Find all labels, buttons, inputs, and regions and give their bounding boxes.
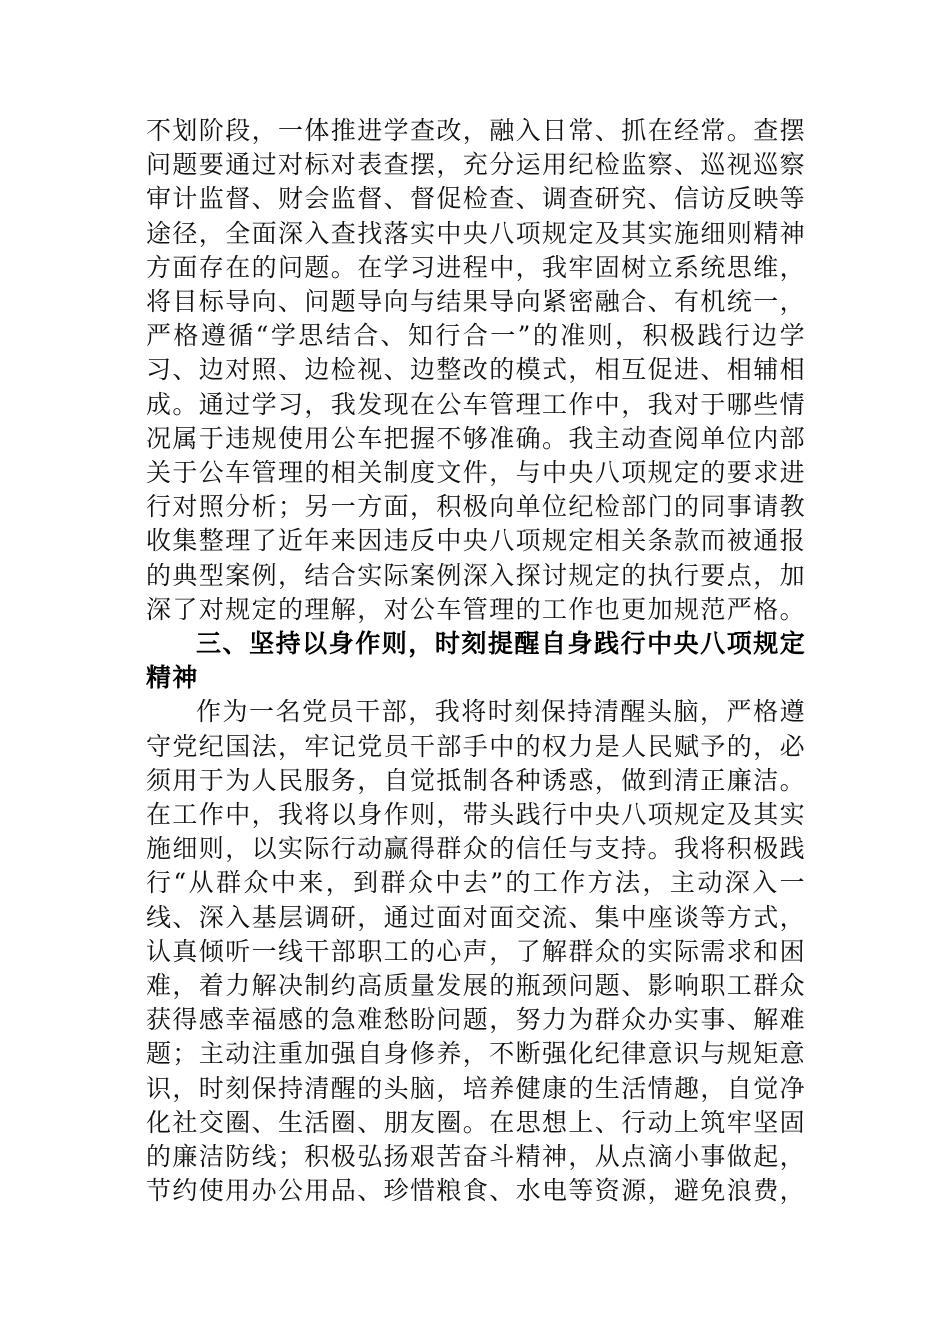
body-paragraph: 作为一名党员干部，我将时刻保持清醒头脑，严格遵守党纪国法，牢记党员干部手中的权力是人民赋予的，必须用于为人民服务，自觉抵制各种诱惑，做到清正廉洁。在工作中，我将以身作则，带头践行中央八项规定及其实施细则，以实际行动赢得群众的信任与支持。我将积极践行“从群众中来，到群众中去”的工作方法，主动深入一线、深入基层调研，通过面对面交流、集中座谈等方式，认真倾听一线干部职工的心声，了解群众的实际需求和困难，着力解决制约高质量发展的瓶颈问题、影响职工群众获得感幸福感的急难愁盼问题，努力为群众办实事、解难题；主动注重加强自身修养，不断强化纪律意识与规矩意识，时刻保持清醒的头脑，培养健康的生活情趣，自觉净化社交圈、生活圈、朋友圈。在思想上、行动上筑牢坚固的廉洁防线；积极弘扬艰苦奋斗精神，从点滴小事做起，节约使用办公用品、珍惜粮食、水电等资源，避免浪费， <box>146 697 807 1206</box>
document-body <box>146 114 806 1209</box>
body-paragraph-continued: 不划阶段，一体推进学查改，融入日常、抓在经常。查摆问题要通过对标对表查摆，充分运用纪检监察、巡视巡察审计监督、财会监督、督促检查、调查研究、信访反映等途径，全面深入查找落实中央八项规定及其实施细则精神方面存在的问题。在学习进程中，我牢固树立系统思维，将目标导向、问题导向与结果导向紧密融合、有机统一，严格遵循“学思结合、知行合一”的准则，积极践行边学习、边对照、边检视、边整改的模式，相互促进、相辅相成。通过学习，我发现在公车管理工作中，我对于哪些情况属于违规使用公车把握不够准确。我主动查阅单位内部关于公车管理的相关制度文件，与中央八项规定的要求进行对照分析；另一方面，积极向单位纪检部门的同事请教收集整理了近年来因违反中央八项规定相关条款而被通报的典型案例，结合实际案例深入探讨规定的执行要点，加深了对规定的理解，对公车管理的工作也更加规范严格。 <box>146 116 807 624</box>
section-heading: 三、坚持以身作则，时刻提醒自身践行中央八项规定精神 <box>146 629 806 693</box>
